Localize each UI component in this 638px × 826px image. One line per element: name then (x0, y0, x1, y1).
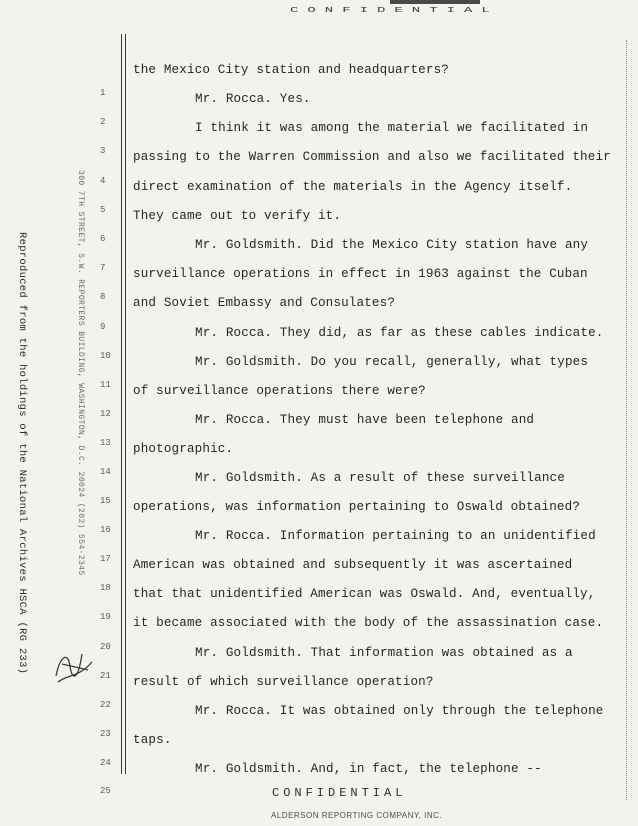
transcript-line: Mr. Goldsmith. Do you recall, generally, what types (195, 355, 589, 369)
transcript-line: result of which surveillance operation? (133, 675, 434, 689)
top-redaction-mark (390, 0, 480, 4)
confidential-footer: CONFIDENTIAL (272, 786, 407, 800)
transcript-line: that that unidentified American was Oswald. And, eventually, (133, 587, 596, 601)
line-number: 18 (100, 583, 111, 593)
margin-rule-right (125, 34, 126, 774)
archives-reproduction-stamp: Reproduced from the holdings of the National Archives HSCA (RG 233) (16, 232, 28, 675)
transcript-line: direct examination of the materials in the Agency itself. (133, 180, 573, 194)
transcript-line: Mr. Rocca. They did, as far as these cables indicate. (195, 326, 604, 340)
line-number: 11 (100, 380, 111, 390)
line-number: 4 (100, 176, 106, 186)
transcript-line: They came out to verify it. (133, 209, 342, 223)
line-number: 10 (100, 351, 111, 361)
transcript-line: of surveillance operations there were? (133, 384, 426, 398)
line-number: 6 (100, 234, 106, 244)
reporter-address-margin: 300 7TH STREET, S.W. REPORTERS BUILDING, WASHINGTON, D.C. 20024 (202) 554-2345 (76, 170, 85, 576)
margin-rule-left (121, 34, 122, 774)
transcript-line: photographic. (133, 442, 234, 456)
transcript-line: American was obtained and subsequently it was ascertained (133, 558, 573, 572)
confidential-header: CONFIDENTIAL (290, 6, 499, 15)
line-number: 16 (100, 525, 111, 535)
right-margin-rule (626, 40, 627, 800)
line-number: 3 (100, 146, 106, 156)
transcript-line: it became associated with the body of the assassination case. (133, 616, 604, 630)
transcript-line: surveillance operations in effect in 1963 against the Cuban (133, 267, 588, 281)
transcript-line: Mr. Goldsmith. As a result of these surveillance (195, 471, 565, 485)
line-number: 20 (100, 642, 111, 652)
transcript-line: Mr. Goldsmith. That information was obtained as a (195, 646, 573, 660)
transcript-line: Mr. Rocca. They must have been telephone and (195, 413, 535, 427)
line-number: 19 (100, 612, 111, 622)
line-number: 9 (100, 322, 106, 332)
line-number: 8 (100, 292, 106, 302)
transcript-line: Mr. Rocca. It was obtained only through the telephone (195, 704, 604, 718)
line-number: 25 (100, 786, 111, 796)
transcript-line: the Mexico City station and headquarters? (133, 63, 450, 77)
transcript-line: operations, was information pertaining to Oswald obtained? (133, 500, 581, 514)
line-number: 7 (100, 263, 106, 273)
transcript-line: I think it was among the material we facilitated in (195, 121, 589, 135)
line-number: 24 (100, 758, 111, 768)
reporting-company: ALDERSON REPORTING COMPANY, INC. (271, 811, 443, 820)
transcript-line: Mr. Goldsmith. And, in fact, the telephone -- (195, 762, 542, 776)
line-number: 2 (100, 117, 106, 127)
line-number: 14 (100, 467, 111, 477)
line-number: 22 (100, 700, 111, 710)
transcript-line: Mr. Goldsmith. Did the Mexico City station have any (195, 238, 589, 252)
line-number: 15 (100, 496, 111, 506)
transcript-line: taps. (133, 733, 172, 747)
line-number: 13 (100, 438, 111, 448)
transcript-line: passing to the Warren Commission and also we facilitated their (133, 150, 611, 164)
transcript-line: and Soviet Embassy and Consulates? (133, 296, 396, 310)
handwritten-mark-icon (48, 636, 98, 686)
line-number: 17 (100, 554, 111, 564)
line-number: 5 (100, 205, 106, 215)
transcript-line: Mr. Rocca. Information pertaining to an unidentified (195, 529, 596, 543)
transcript-line: Mr. Rocca. Yes. (195, 92, 311, 106)
line-number: 23 (100, 729, 111, 739)
line-number: 12 (100, 409, 111, 419)
line-number: 1 (100, 88, 106, 98)
line-number: 21 (100, 671, 111, 681)
